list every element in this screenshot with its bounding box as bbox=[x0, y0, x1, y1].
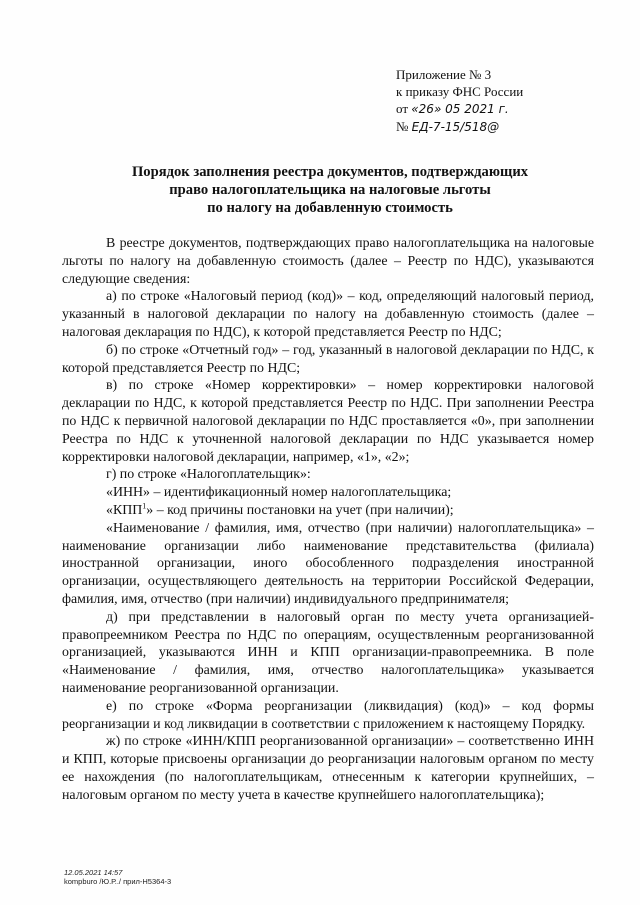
paragraph-name: «Наименование / фамилия, имя, отчество (при наличии) налогоплательщика» – наименование организации либо наименование представительства (филиала) иностранной организации, иного обособленного подразделения иностранной организации, осуществляющего деятельность на территории Российской Федерации, фамилия, имя, отчество (при наличии) индивидуального предпринимателя; bbox=[62, 520, 594, 607]
paragraph-v: в) по строке «Номер корректировки» – номер корректировки налоговой декларации по НДС, к которой представляется Реестр по НДС. При заполнении Реестра по НДС к первичной налоговой декларации по НДС проставляется «0», при заполнении Реестра по НДС к уточненной налоговой декларации по НДС указывается номер корректировки налоговой декларации, например, «1», «2»; bbox=[62, 378, 594, 465]
title-line-2: право налогоплательщика на налоговые льготы bbox=[169, 182, 491, 198]
appendix-date-prefix: от bbox=[396, 101, 409, 116]
title-line-3: по налогу на добавленную стоимость bbox=[207, 200, 453, 216]
appendix-line-2: к приказу ФНС России bbox=[396, 84, 524, 99]
paragraph-intro: В реестре документов, подтверждающих право налогоплательщика на налоговые льготы по налогу на добавленную стоимость (далее – Реестр по НДС), указываются следующие сведения: bbox=[62, 236, 594, 287]
appendix-number-prefix: № bbox=[396, 119, 409, 134]
title-line-1: Порядок заполнения реестра документов, подтверждающих bbox=[131, 164, 529, 180]
appendix-number-line bbox=[396, 118, 596, 136]
paragraph-zh: ж) по строке «ИНН/КПП реорганизованной организации» – соответственно ИНН и КПП, которые присвоены организации до реорганизации налоговым органом по месту ее нахождения (по налогоплательщикам, отнесенным к категории крупнейших, – налоговым органом по месту учета в качестве крупнейшего налогоплательщика); bbox=[62, 734, 594, 803]
kpp-text-after: » – код причины постановки на учет (при наличии); bbox=[146, 502, 454, 518]
appendix-header bbox=[396, 66, 596, 136]
footer-date: 12.05.2021 14:57 bbox=[64, 868, 123, 877]
appendix-line-1: Приложение № 3 bbox=[396, 67, 492, 82]
document-body bbox=[62, 235, 594, 805]
paragraph-kpp bbox=[62, 502, 594, 520]
paragraph-b: б) по строке «Отчетный год» – год, указанный в налоговой декларации по НДС, к которой представляется Реестр по НДС; bbox=[62, 342, 594, 376]
footer-path: kompburo /Ю.Р../ прил-Н5364-3 bbox=[64, 877, 172, 886]
page-footer bbox=[64, 868, 171, 886]
paragraph-inn: «ИНН» – идентификационный номер налогоплательщика; bbox=[106, 485, 452, 501]
footnote-marker: 1 bbox=[142, 501, 147, 511]
document-title bbox=[60, 163, 600, 217]
paragraph-a: а) по строке «Налоговый период (код)» – код, определяющий налоговый период, указанный в налоговой декларации по налогу на добавленную стоимость (далее – налоговая декларация по НДС), к которой представляется Реестр по НДС; bbox=[62, 289, 594, 340]
paragraph-g: г) по строке «Налогоплательщик»: bbox=[106, 467, 311, 483]
kpp-text-before: «КПП bbox=[106, 502, 143, 518]
appendix-number: ЕД-7-15/518@ bbox=[411, 120, 500, 134]
appendix-date: «26» 05 2021 г. bbox=[411, 102, 509, 116]
appendix-date-line bbox=[396, 100, 596, 118]
paragraph-d: д) при представлении в налоговый орган по месту учета организацией-правопреемником Реестра по НДС по операциям, осуществленным реорганизованной организацией, указываются ИНН и КПП организации-правопреемника. В поле «Наименование / фамилия, имя, отчество налогоплательщика» указывается наименование реорганизованной организации. bbox=[62, 609, 594, 696]
paragraph-e: е) по строке «Форма реорганизации (ликвидация) (код)» – код формы реорганизации и код ликвидации в соответствии с приложением к настоящему Порядку. bbox=[62, 698, 594, 732]
